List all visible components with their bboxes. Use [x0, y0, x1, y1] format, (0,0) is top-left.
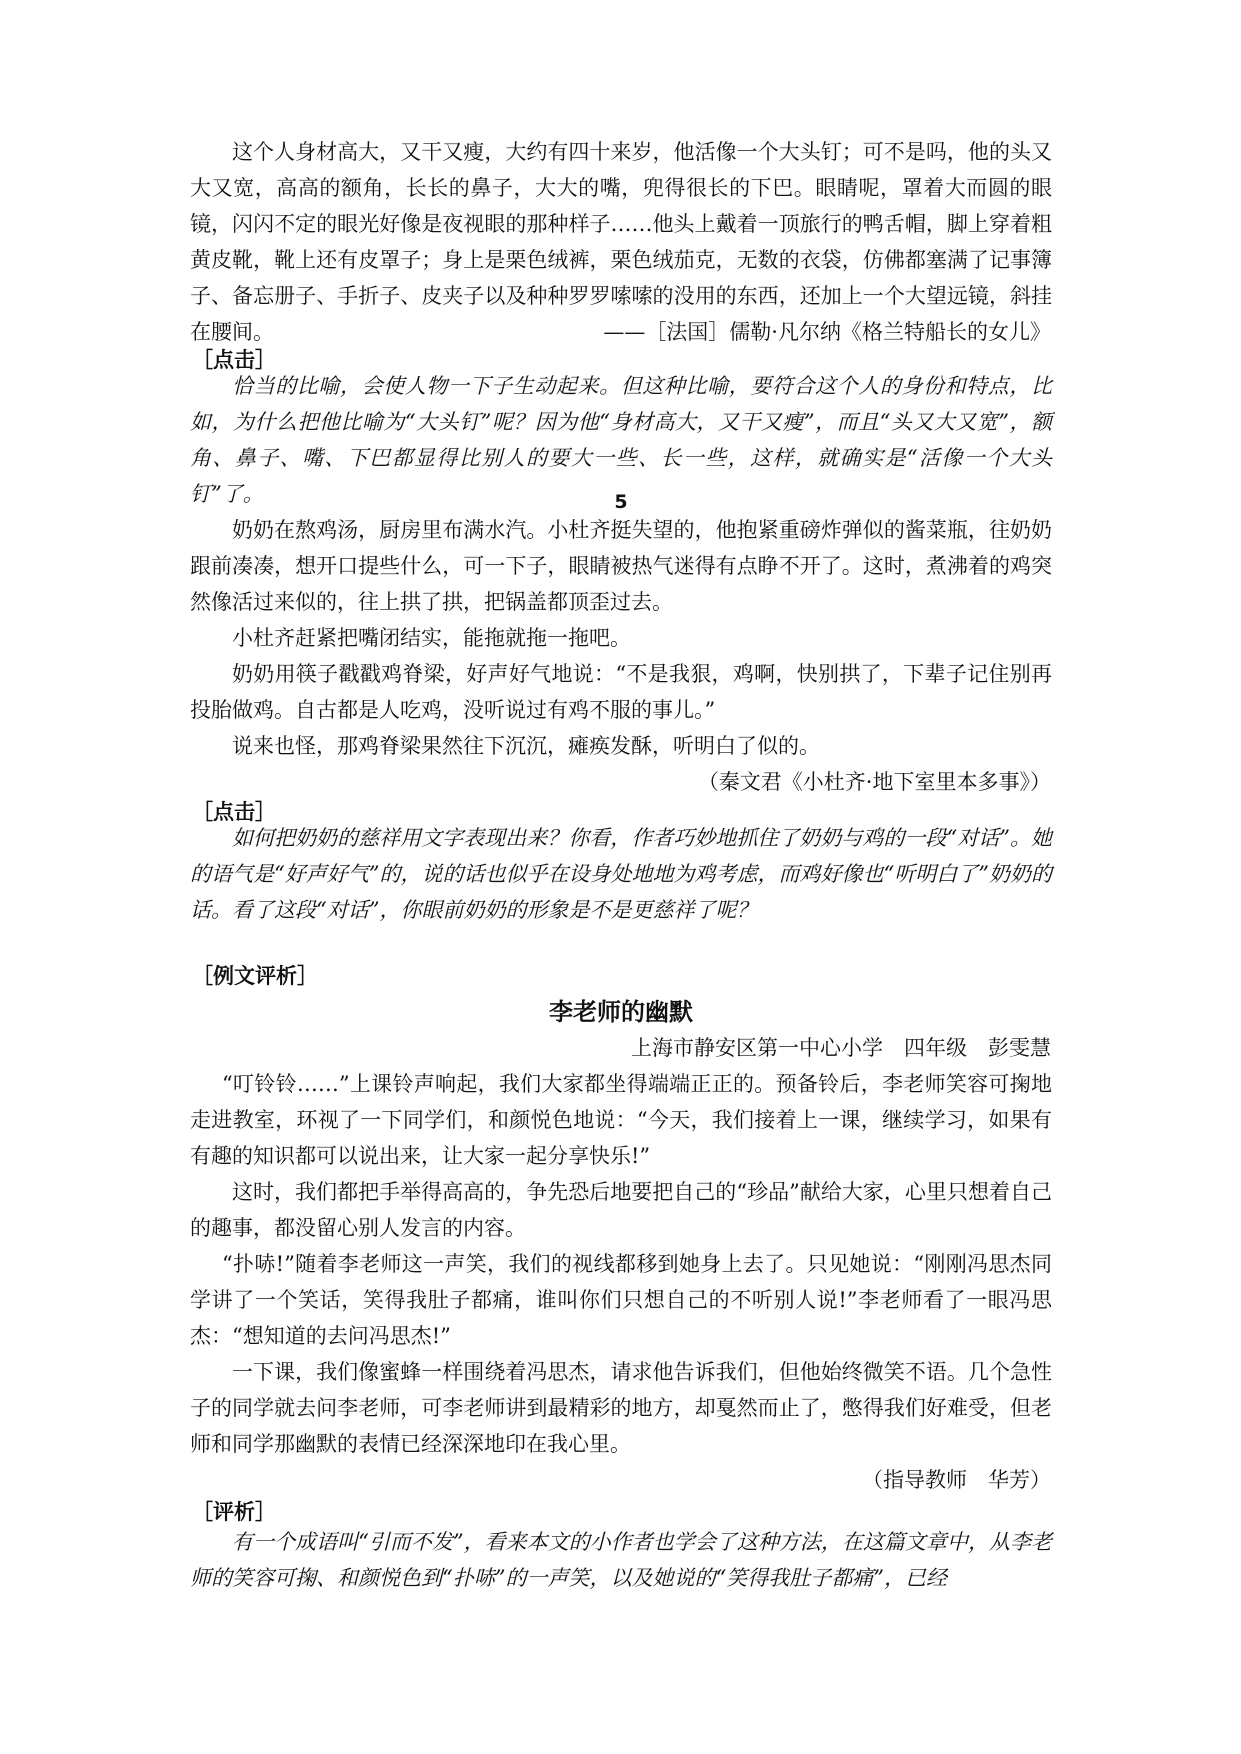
excerpt-paragraph: 这个人身材高大，又干又瘦，大约有四十来岁，他活像一个大头钉；可不是吗，他的头又大又宽，高高的额角，长长的鼻子，大大的嘴，兜得很长的下巴。眼睛呢，罩着大而圆的眼镜，闪闪不定的眼光好像是夜视眼的那种样子……他头上戴着一顶旅行的鸭舌帽，脚上穿着粗黄皮靴，靴上还有皮罩子；身上是栗色绒裤，栗色绒茄克，无数的衣袋，仿佛都塞满了记事簿子、备忘册子、手折子、皮夹子以及种种罗罗嗦嗦的没用的东西，还加上一个大望远镜，斜挂在腰间。: [190, 140, 1052, 344]
comment-heading: ［点击］: [192, 800, 276, 824]
example-heading: ［例文评析］: [192, 964, 318, 988]
essay-paragraph: 这时，我们都把手举得高高的，争先恐后地要把自己的“珍品”献给大家，心里只想着自己的趣事，都没留心别人发言的内容。: [190, 1180, 1052, 1240]
excerpt-source: ——［法国］儒勒·凡尔纳《格兰特船长的女儿》: [603, 320, 1051, 344]
comment-heading: ［点击］: [192, 348, 276, 372]
review-paragraph: 有一个成语叫“引而不发”，看来本文的小作者也学会了这种方法，在这篇文章中，从李老师的笑容可掬、和颜悦色到“扑哧”的一声笑，以及她说的“笑得我肚子都痛”，已经: [190, 1530, 1052, 1590]
section-number: 5: [614, 491, 628, 513]
essay-paragraph: “叮铃铃……”上课铃声响起，我们大家都坐得端端正正的。预备铃后，李老师笑容可掬地走进教室，环视了一下同学们，和颜悦色地说：“今天，我们接着上一课，继续学习，如果有有趣的知识都可以说出来，让大家一起分享快乐!”: [190, 1072, 1052, 1168]
story-source: （秦文君《小杜齐·地下室里本多事》）: [697, 770, 1051, 794]
essay-title: 李老师的幽默: [549, 998, 693, 1026]
essay-paragraph: “扑哧!”随着李老师这一声笑，我们的视线都移到她身上去了。只见她说：“刚刚冯思杰同学讲了一个笑话，笑得我肚子都痛，谁叫你们只想自己的不听别人说!”李老师看了一眼冯思杰：“想知道的去问冯思杰!”: [190, 1252, 1052, 1348]
essay-author: 上海市静安区第一中心小学 四年级 彭雯慧: [631, 1036, 1051, 1060]
story-paragraph: 奶奶在熬鸡汤，厨房里布满水汽。小杜齐挺失望的，他抱紧重磅炸弹似的酱菜瓶，往奶奶跟前凑凑，想开口提些什么，可一下子，眼睛被热气迷得有点睁不开了。这时，煮沸着的鸡突然像活过来似的，往上拱了拱，把锅盖都顶歪过去。: [190, 518, 1052, 614]
comment-paragraph: 恰当的比喻，会使人物一下子生动起来。但这种比喻，要符合这个人的身份和特点，比如，为什么把他比喻为“大头钉”呢？因为他“身材高大，又干又瘦”，而且“头又大又宽”，额角、鼻子、嘴、下巴都显得比别人的要大一些、长一些，这样，就确实是“活像一个大头钉”了。: [190, 374, 1052, 506]
story-paragraph: 小杜齐赶紧把嘴闭结实，能拖就拖一拖吧。: [232, 626, 631, 650]
essay-paragraph: 一下课，我们像蜜蜂一样围绕着冯思杰，请求他告诉我们，但他始终微笑不语。几个急性子的同学就去问李老师，可李老师讲到最精彩的地方，却戛然而止了，憋得我们好难受，但老师和同学那幽默的表情已经深深地印在我心里。: [190, 1360, 1052, 1456]
story-paragraph: 说来也怪，那鸡脊梁果然往下沉沉，瘫痪发酥，听明白了似的。: [232, 734, 820, 758]
review-heading: ［评析］: [192, 1500, 276, 1524]
comment-paragraph: 如何把奶奶的慈祥用文字表现出来？你看，作者巧妙地抓住了奶奶与鸡的一段“对话”。她的语气是“好声好气”的，说的话也似乎在设身处地地为鸡考虑，而鸡好像也“听明白了”奶奶的话。看了这段“对话”，你眼前奶奶的形象是不是更慈祥了呢？: [190, 826, 1052, 922]
story-paragraph: 奶奶用筷子戳戳鸡脊梁，好声好气地说：“不是我狠，鸡啊，快别拱了，下辈子记住别再投胎做鸡。自古都是人吃鸡，没听说过有鸡不服的事儿。”: [190, 662, 1052, 722]
teacher-credit: （指导教师 华芳）: [862, 1468, 1051, 1492]
